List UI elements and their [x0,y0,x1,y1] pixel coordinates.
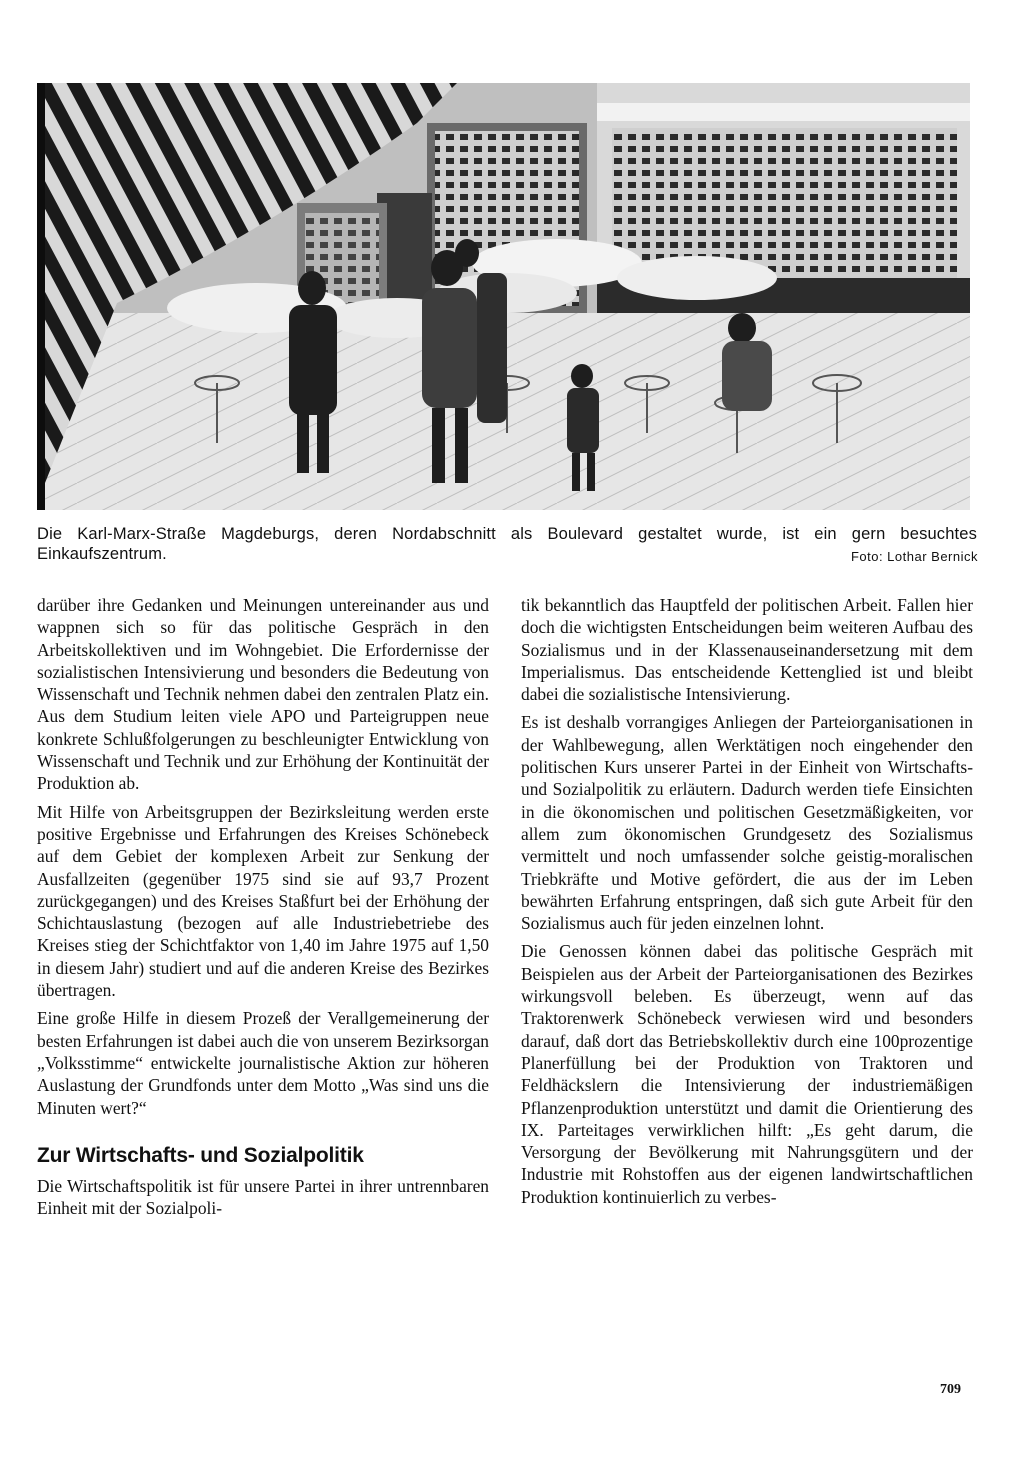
paragraph: Die Wirtschaftspolitik ist für unsere Partei in ihrer untrennbaren Einheit mit der Sozialpoli- [37,1176,489,1219]
street-photo [37,83,970,510]
section-heading: Zur Wirtschafts- und Sozialpolitik [37,1143,364,1167]
paragraph: Die Genossen können dabei das politische Gespräch mit Beispielen aus der Arbeit der Parteiorganisationen des Bezirkes wirkungsvoll beleben. Es überzeugt, wenn auf das Traktorenwerk Schönebeck verwiesen wird und besonders darauf, daß dort das Betriebskollektiv durch eine 100prozentige Planerfüllung bei der Produktion von Traktoren und Feldhäckslern die Intensivierung der industriemäßigen Pflanzenproduktion unterstützt und damit die Orientierung des IX. Parteitages verwirklichen hilft: „Es geht darum, die Versorgung der Bevölkerung mit Nahrungsgütern und der Industrie mit Rohstoffen aus der eigenen landwirtschaftlichen Produktion kontinuierlich zu verbes- [521,941,973,1207]
photo-caption: Die Karl-Marx-Straße Magdeburgs, deren Nordabschnitt als Boulevard gestaltet wurde, ist ein gern besuchtes Einkaufszentrum. [37,525,977,563]
paragraph: Mit Hilfe von Arbeitsgruppen der Bezirksleitung werden erste positive Ergebnisse und Erfahrungen des Kreises Schönebeck auf dem Gebiet der komplexen Arbeit zur Senkung der Ausfallzeiten (gegenüber 1975 sind sie auf 93,7 Prozent zurückgegangen) und des Kreises Staßfurt bei der Erhöhung der Schichtauslastung (bezogen auf alle Industriebetriebe des Kreises stieg der Schichtfaktor von 1,40 im Jahre 1975 auf 1,50 in diesem Jahr) studiert und auf die anderen Kreise des Bezirkes übertragen. [37,801,489,1001]
paragraph: Es ist deshalb vorrangiges Anliegen der Parteiorganisationen in der Wahlbewegung, allen Werktätigen noch eingehender den politischen Kurs unserer Partei in der Einheit von Wirtschafts- und Sozialpolitik zu erläutern. Dadurch werden tiefe Einsichten in die ökonomischen und politischen Gesetzmäßigkeiten, vor allem zum ökonomischen Grundgesetz des Sozialismus vermittelt und noch umfassender solche geistig-moralischen Triebkräfte und Motive gefördert, die aus der im Leben bewährten Erfahrung entspringen, daß sich gute Arbeit für den Sozialismus auch für jeden einzelnen lohnt. [521,712,973,934]
right-column [521,594,973,1214]
paragraph: darüber ihre Gedanken und Meinungen untereinander aus und wappnen sich so für das politische Gespräch in den Arbeitskollektiven und im Wohngebiet. Die Erfordernisse der sozialistischen Intensivierung und besonders die Bedeutung von Wissenschaft und Technik nehmen dabei den zentralen Platz ein. Aus dem Studium leiten viele APO und Parteigruppen neue konkrete Schlußfolgerungen zu beschleunigter Entwicklung von Wissenschaft und Technik und zur Erhöhung der Kontinuität der Produktion ab. [37,595,489,794]
paragraph: Eine große Hilfe in diesem Prozeß der Verallgemeinerung der besten Erfahrungen ist dabei auch die von unserem Bezirksorgan „Volksstimme“ entwickelte journalistische Aktion zur höheren Auslastung der Grundfonds unter dem Motto „Was sind uns die Minuten wert?“ [37,1008,489,1118]
photo-credit: Foto: Lothar Bernick [850,549,978,564]
left-column [37,594,489,1226]
page-number: 709 [940,1382,961,1397]
street-scene-image [37,83,970,510]
paragraph: tik bekanntlich das Hauptfeld der politischen Arbeit. Fallen hier doch die wichtigsten Entscheidungen beim weiteren Aufbau des Sozialismus und in der Klassenauseinandersetzung mit dem Imperialismus. Das entscheidende Kettenglied ist und bleibt dabei die sozialistische Intensivierung. [521,595,973,705]
